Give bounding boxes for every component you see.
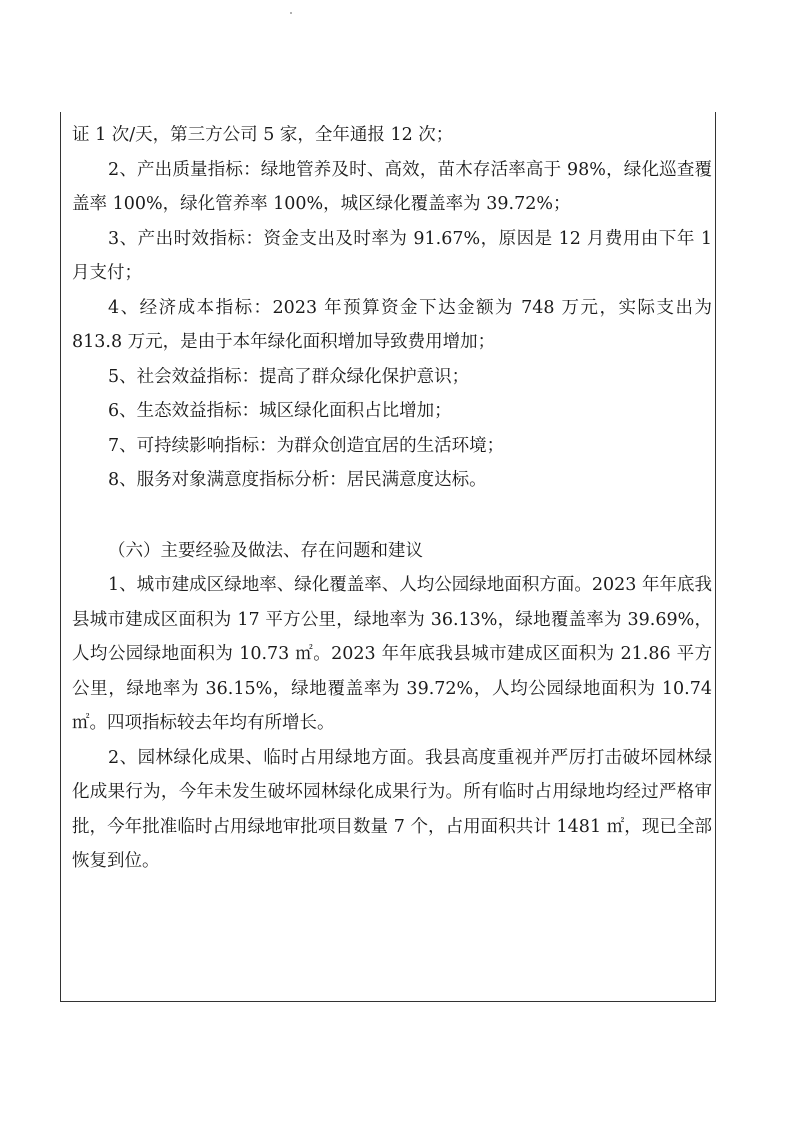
section-spacer (72, 498, 712, 534)
indicator-satisfaction: 8、服务对象满意度指标分析：居民满意度达标。 (108, 470, 487, 490)
indicator-ecological: 6、生态效益指标：城区绿化面积占比增加； (108, 401, 452, 421)
paragraph-lead: 1、城市建成区绿地率、绿化覆盖率、人均公园绿地面积方面。 (108, 575, 592, 595)
continuation-line: 证 1 次/天，第三方公司 5 家，全年通报 12 次； (72, 125, 454, 145)
indicator-quality: 2、产出质量指标：绿地管养及时、高效，苗木存活率高于 98%，绿化巡查覆盖率 100%，绿化管养率 100%，城区绿化覆盖率为 39.72%； (72, 159, 712, 214)
paragraph-body: 我县高度重视并严厉打击破坏园林绿化成果行为，今年未发生破坏园林绿化成果行为。所有临时占用绿地均经过严格审批，今年批准临时占用绿地审批项目数量 7 个，占用面积共计 1481 ㎡，现已全部恢复到位。 (72, 747, 712, 871)
paragraph-lead: 2、园林绿化成果、临时占用绿地方面。 (108, 747, 426, 768)
scan-artifact (290, 12, 292, 14)
indicator-cost: 4、经济成本指标：2023 年预算资金下达金额为 748 万元，实际支出为 813.8 万元，是由于本年绿化面积增加导致费用增加； (72, 297, 712, 352)
indicator-social: 5、社会效益指标：提高了群众绿化保护意识； (108, 366, 470, 387)
indicator-timeliness: 3、产出时效指标：资金支出及时率为 91.67%，原因是 12 月费用由下年 1 月支付； (72, 228, 712, 283)
document-body (72, 118, 712, 879)
experience-paragraph-1 (72, 568, 712, 741)
paragraph-body: 2023 年年底我县城市建成区面积为 17 平方公里，绿地率为 36.13%，绿地覆盖率为 39.69%，人均公园绿地面积为 10.73 ㎡。2023 年年底我县城市建成区面积为 21.86 平方公里，绿地率为 36.15%，绿地覆盖率为 39.72%，人均公园绿地面积为 10.74 ㎡。四项指标较去年均有所增长。 (72, 575, 712, 733)
indicator-sustainability: 7、可持续影响指标：为群众创造宜居的生活环境； (108, 435, 505, 456)
section-heading: （六）主要经验及做法、存在问题和建议 (108, 540, 423, 561)
experience-paragraph-2 (72, 741, 712, 879)
